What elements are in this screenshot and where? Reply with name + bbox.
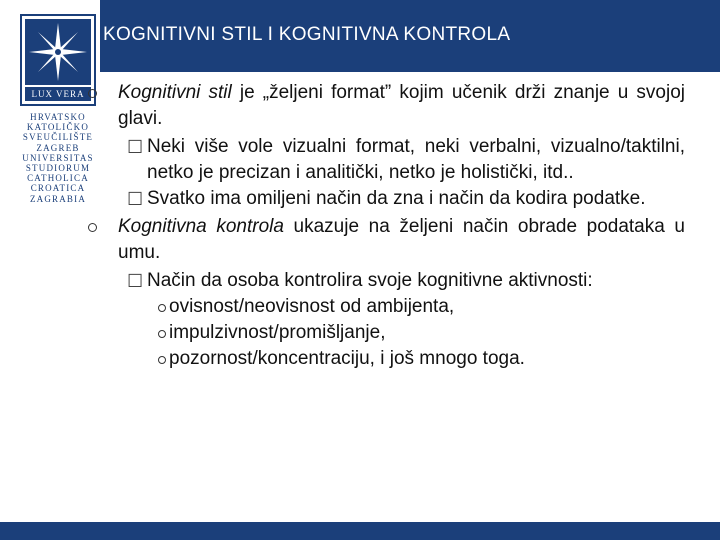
sub-subbullet [100, 346, 685, 372]
university-line: SVEUČILIŠTE [22, 132, 94, 143]
university-name [22, 112, 94, 204]
sidebar [0, 0, 100, 540]
slide-title: KOGNITIVNI STIL I KOGNITIVNA KONTROLA [103, 24, 511, 45]
bullet-term: Kognitivna kontrola [118, 216, 284, 237]
box-icon: ☐ [127, 271, 144, 291]
university-line: UNIVERSITAS [22, 152, 94, 163]
subbullet [100, 134, 685, 186]
footer-bar [0, 522, 720, 540]
university-line: ZAGREB [36, 142, 80, 153]
bullet-text: je „željeni format” kojim učenik drži znanje u svojoj glavi. [118, 82, 685, 129]
logo-motto: LUX VERA [25, 87, 91, 101]
bullet-kognitivna-kontrola [100, 214, 685, 266]
hollow-circle-icon [88, 223, 97, 232]
university-line: HRVATSKO [30, 112, 86, 122]
hollow-circle-icon [158, 304, 166, 312]
subbullet-text: Način da osoba kontrolira svoje kognitivne aktivnosti: [147, 270, 593, 291]
university-logo [20, 14, 96, 106]
university-line: CATHOLICA [27, 173, 89, 184]
subbullet-text: Neki više vole vizualni format, neki verbalni, vizualno/taktilni, netko je precizan i analitički, netko je holistički, itd.. [147, 136, 685, 183]
hollow-circle-icon [158, 356, 166, 364]
star-emblem [25, 19, 91, 85]
box-icon: ☐ [127, 189, 144, 209]
university-line: CROATICA [30, 183, 86, 194]
bullet-text: ukazuje na željeni način obrade podataka u umu. [118, 216, 685, 263]
sub-subbullet-text: pozornost/koncentraciju, i još mnogo toga. [169, 348, 525, 369]
sub-subbullet-text: impulzivnost/promišljanje, [169, 322, 386, 343]
subbullet [100, 186, 685, 212]
bullet-term: Kognitivni stil [118, 82, 232, 103]
star-icon [25, 19, 91, 85]
hollow-circle-icon [158, 330, 166, 338]
box-icon: ☐ [127, 137, 144, 157]
university-line: ZAGRABIA [29, 193, 87, 204]
university-line: STUDIORUM [25, 163, 91, 174]
sub-subbullet [100, 294, 685, 320]
hollow-circle-icon [88, 89, 97, 98]
subbullet-text: Svatko ima omiljeni način da zna i način da kodira podatke. [147, 188, 646, 209]
slide-content [100, 80, 685, 372]
sub-subbullet [100, 320, 685, 346]
bullet-kognitivni-stil [100, 80, 685, 132]
sub-subbullet-text: ovisnost/neovisnost od ambijenta, [169, 296, 455, 317]
university-line: KATOLIČKO [26, 122, 90, 133]
subbullet [100, 268, 685, 294]
